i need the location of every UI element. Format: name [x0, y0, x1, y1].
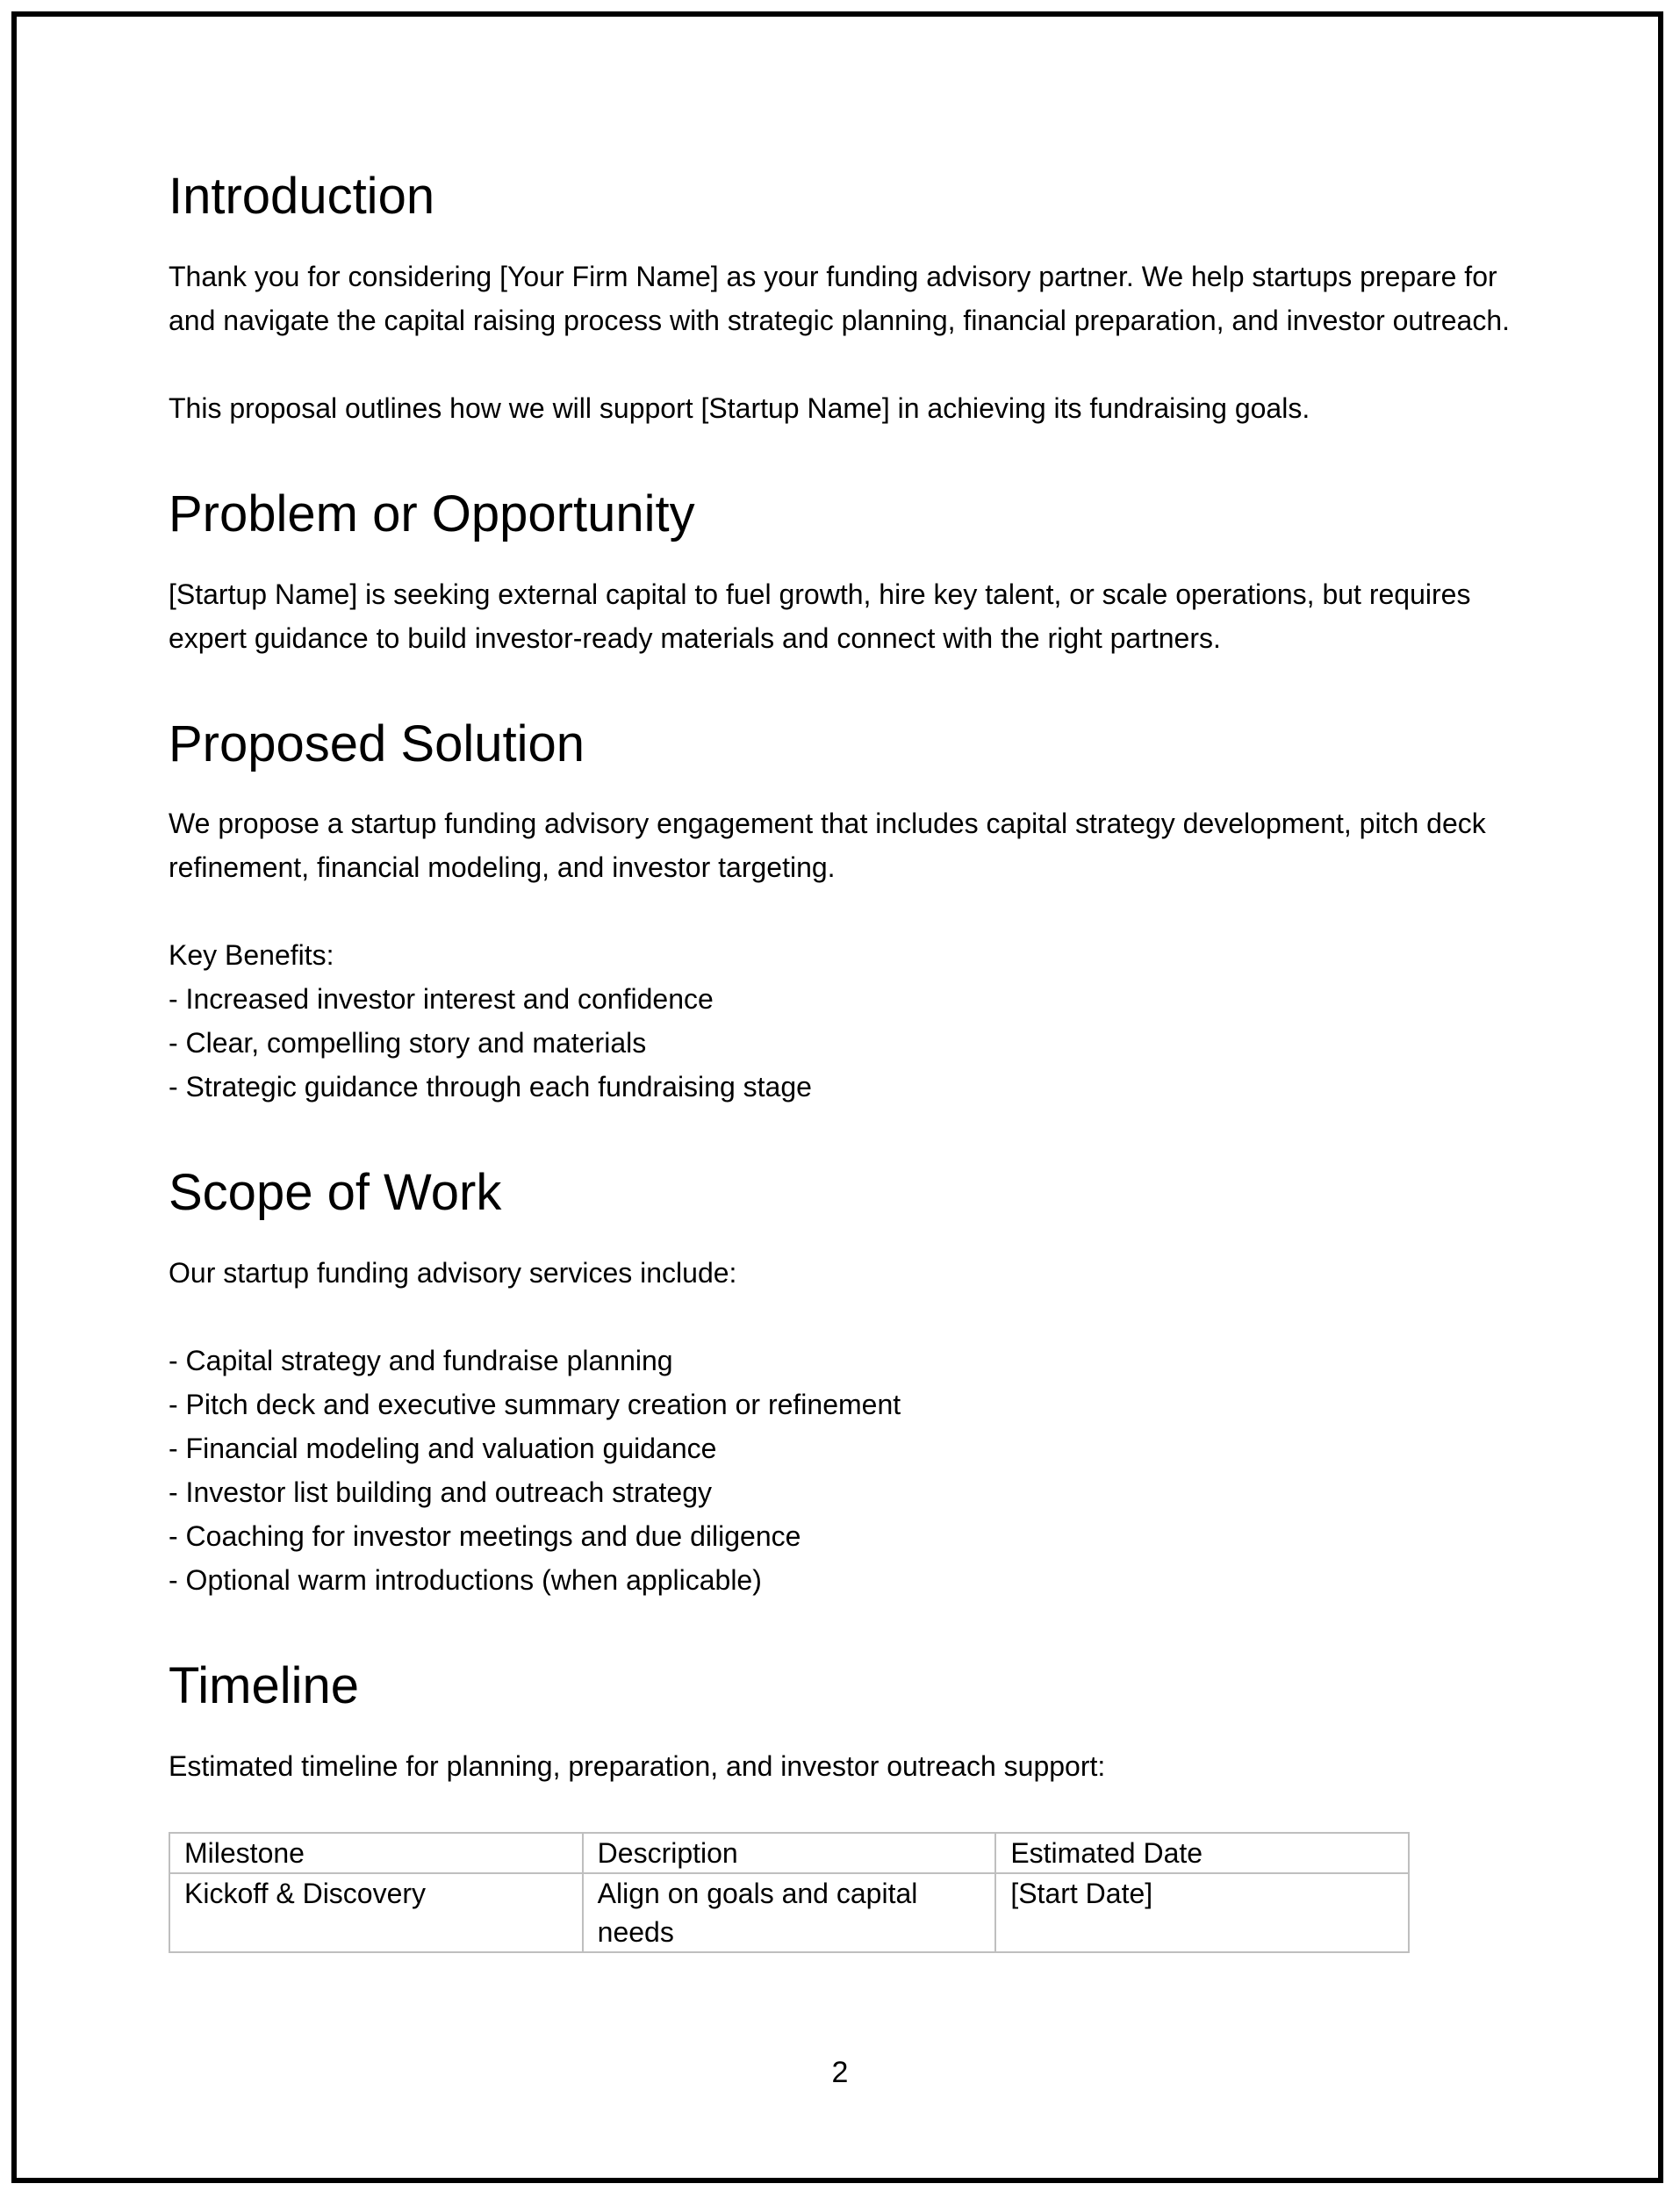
list-item: - Pitch deck and executive summary creation or refinement	[169, 1389, 901, 1421]
list-item: - Capital strategy and fundraise planning	[169, 1345, 673, 1377]
table-row	[169, 1873, 1409, 1952]
introduction-heading: Introduction	[169, 168, 435, 225]
table-cell: [Start Date]	[995, 1873, 1409, 1952]
column-header-description: Description	[583, 1833, 996, 1873]
document-body	[169, 169, 1538, 1953]
list-item: - Increased investor interest and confidence	[169, 983, 714, 1016]
introduction-paragraph: Thank you for considering [Your Firm Name] as your funding advisory partner. We help startups prepare for and navigate the capital raising process with strategic planning, financial preparation, and investor outreach.	[169, 260, 1511, 336]
table-cell: Align on goals and capital needs	[583, 1873, 996, 1952]
scope-heading: Scope of Work	[169, 1164, 502, 1222]
problem-heading: Problem or Opportunity	[169, 485, 695, 542]
list-item: - Strategic guidance through each fundraising stage	[169, 1071, 812, 1103]
problem-paragraph: [Startup Name] is seeking external capital to fuel growth, hire key talent, or scale operations, but requires expert guidance to build investor-ready materials and connect with the right partners.	[169, 578, 1471, 654]
list-item: - Clear, compelling story and materials	[169, 1027, 647, 1059]
timeline-table	[169, 1832, 1410, 1953]
column-header-estimated-date: Estimated Date	[995, 1833, 1409, 1873]
list-item: - Financial modeling and valuation guidance	[169, 1433, 717, 1465]
list-item: - Coaching for investor meetings and due diligence	[169, 1520, 801, 1553]
table-header-row	[169, 1833, 1409, 1873]
scope-intro: Our startup funding advisory services include:	[169, 1257, 737, 1289]
list-item: - Investor list building and outreach strategy	[169, 1476, 712, 1509]
list-item: - Optional warm introductions (when applicable)	[169, 1564, 762, 1597]
timeline-heading: Timeline	[169, 1657, 360, 1715]
timeline-intro: Estimated timeline for planning, preparation, and investor outreach support:	[169, 1749, 1106, 1782]
scope-list	[169, 1339, 1538, 1602]
page-number: 2	[831, 2056, 849, 2089]
table-cell: Kickoff & Discovery	[169, 1873, 583, 1952]
column-header-milestone: Milestone	[169, 1833, 583, 1873]
solution-paragraph: We propose a startup funding advisory engagement that includes capital strategy development, pitch deck refinement, financial modeling, and investor targeting.	[169, 808, 1486, 884]
solution-heading: Proposed Solution	[169, 715, 585, 772]
introduction-paragraph-2: This proposal outlines how we will support [Startup Name] in achieving its fundraising goals.	[169, 391, 1310, 424]
key-benefits-list	[169, 977, 1538, 1109]
key-benefits-label: Key Benefits:	[169, 939, 334, 972]
